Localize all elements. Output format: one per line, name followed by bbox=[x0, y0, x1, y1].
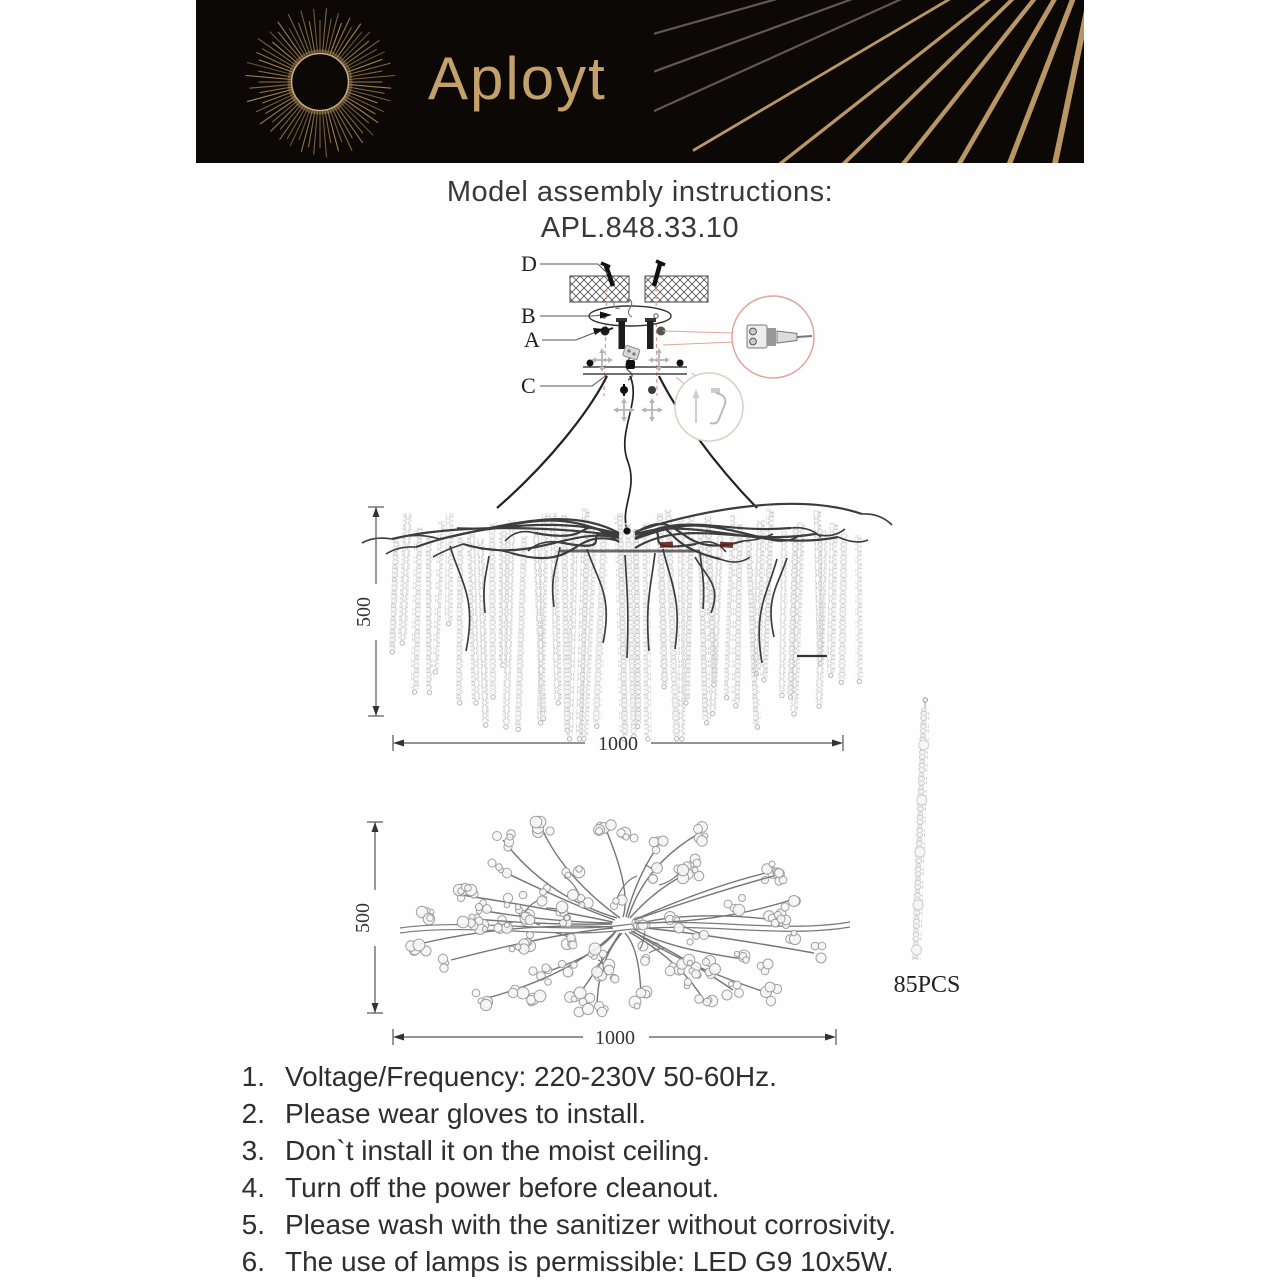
strand-count-label: 85PCS bbox=[893, 972, 961, 998]
instruction-item bbox=[225, 1132, 1065, 1169]
label-b: B bbox=[521, 303, 536, 328]
model-number: APL.848.33.10 bbox=[540, 212, 740, 244]
instruction-text: Voltage/Frequency: 220-230V 50-60Hz. bbox=[285, 1061, 777, 1092]
top-height-label: 500 bbox=[352, 903, 374, 933]
branch-layout bbox=[400, 816, 850, 1017]
connector-detail-callout bbox=[663, 296, 814, 378]
brand-name: Aployt bbox=[428, 45, 607, 112]
instruction-text: The use of lamps is permissible: LED G9 10x5W. bbox=[285, 1246, 894, 1277]
instruction-number: 6. bbox=[241, 1246, 265, 1277]
side-width-label: 1000 bbox=[598, 733, 638, 755]
instruction-text: Don`t install it on the moist ceiling. bbox=[285, 1135, 710, 1166]
ceiling-section bbox=[570, 276, 708, 302]
top-width-label: 1000 bbox=[595, 1027, 635, 1049]
instruction-item bbox=[225, 1058, 1065, 1095]
page-title: Model assembly instructions: bbox=[446, 176, 834, 208]
label-d: D bbox=[521, 251, 537, 276]
instruction-item bbox=[225, 1095, 1065, 1132]
hook-detail-callout bbox=[675, 373, 743, 441]
mount-diagram bbox=[497, 251, 814, 530]
instruction-number: 3. bbox=[241, 1135, 265, 1166]
instruction-item bbox=[225, 1206, 1065, 1243]
instruction-text: Please wear gloves to install. bbox=[285, 1098, 647, 1129]
crystal-strands bbox=[389, 508, 862, 741]
instructions-list bbox=[225, 1058, 1065, 1280]
instruction-text: Please wash with the sanitizer without corrosivity. bbox=[285, 1209, 897, 1240]
top-view-diagram bbox=[352, 816, 850, 1049]
side-height-label: 500 bbox=[353, 597, 375, 627]
instruction-number: 5. bbox=[241, 1209, 265, 1240]
instruction-number: 1. bbox=[241, 1061, 265, 1092]
label-a: A bbox=[524, 327, 540, 352]
crystal-strand-sample bbox=[894, 698, 961, 998]
instruction-number: 2. bbox=[241, 1098, 265, 1129]
label-c: C bbox=[521, 373, 536, 398]
instruction-item bbox=[225, 1243, 1065, 1280]
side-view-diagram bbox=[353, 504, 892, 755]
ceiling-screws bbox=[601, 261, 665, 286]
instruction-number: 4. bbox=[241, 1172, 265, 1203]
instruction-item bbox=[225, 1169, 1065, 1206]
instruction-text: Turn off the power before cleanout. bbox=[285, 1172, 720, 1203]
part-labels bbox=[521, 251, 612, 398]
